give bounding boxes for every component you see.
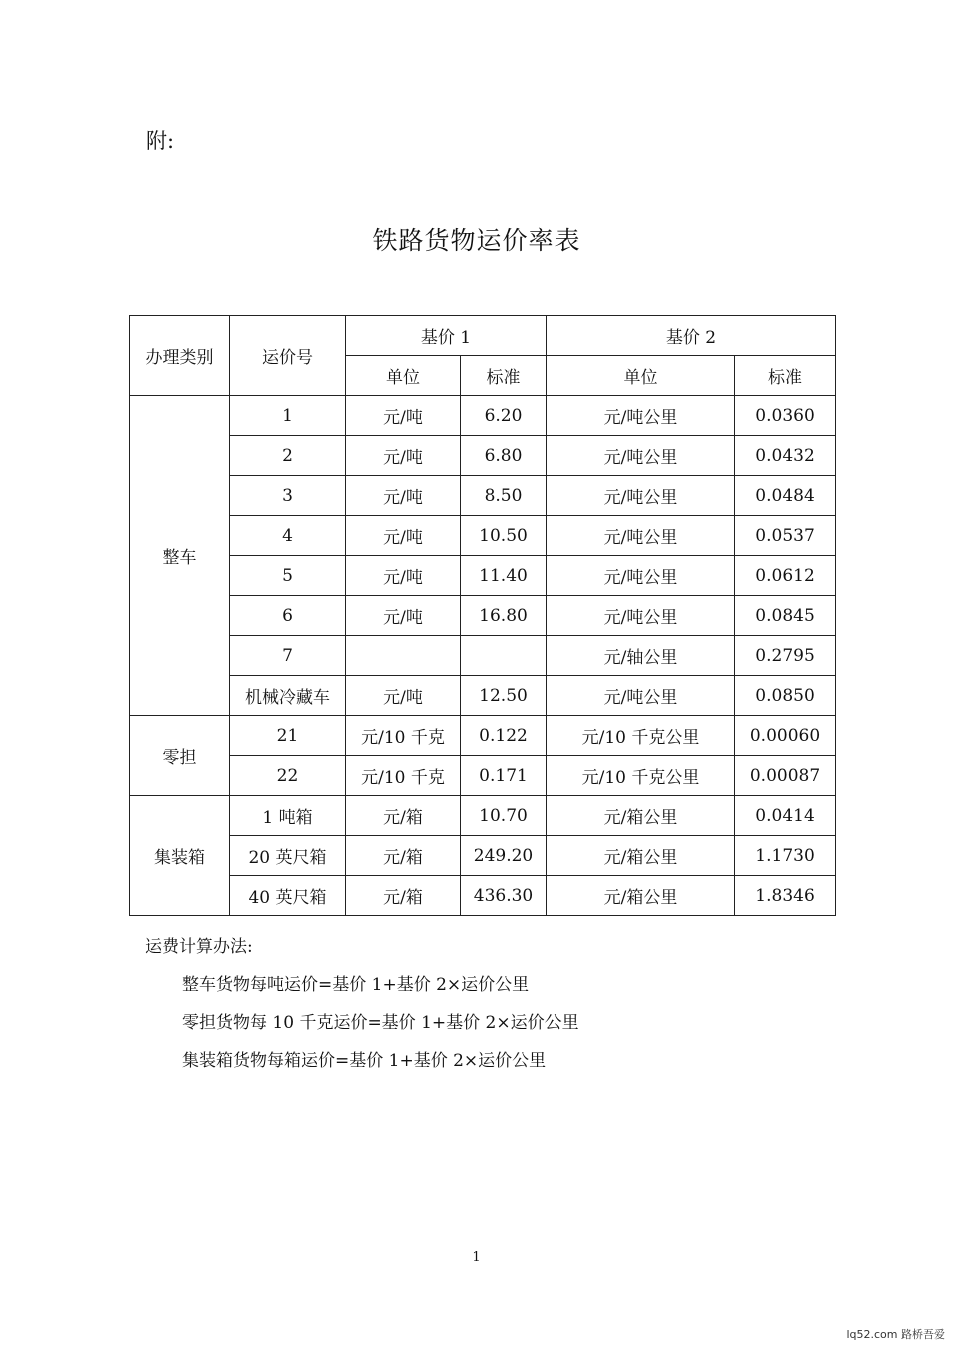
page-number: 1	[472, 1250, 481, 1265]
standard-2-cell: 0.0537	[735, 516, 836, 556]
unit-1-cell: 元/箱	[346, 796, 461, 836]
standard-1-cell: 6.20	[461, 396, 547, 436]
table-row	[130, 796, 836, 836]
table-row	[130, 396, 836, 436]
table-row	[130, 516, 836, 556]
standard-2-cell: 0.0414	[735, 796, 836, 836]
table-row	[130, 876, 836, 916]
unit-2-cell: 元/吨公里	[547, 676, 735, 716]
rate-no-cell: 机械冷藏车	[230, 676, 346, 716]
header-standard-2: 标准	[735, 356, 836, 396]
unit-1-cell: 元/吨	[346, 476, 461, 516]
standard-1-cell: 0.171	[461, 756, 547, 796]
standard-2-cell: 0.0612	[735, 556, 836, 596]
notes-heading: 运费计算办法:	[145, 937, 253, 957]
standard-2-cell: 0.0850	[735, 676, 836, 716]
table-row	[130, 556, 836, 596]
unit-2-cell: 元/箱公里	[547, 796, 735, 836]
unit-2-cell: 元/吨公里	[547, 476, 735, 516]
unit-1-cell: 元/10 千克	[346, 716, 461, 756]
standard-2-cell: 0.0845	[735, 596, 836, 636]
header-unit-1: 单位	[346, 356, 461, 396]
unit-1-cell: 元/吨	[346, 676, 461, 716]
unit-2-cell: 元/轴公里	[547, 636, 735, 676]
standard-1-cell: 8.50	[461, 476, 547, 516]
standard-2-cell: 1.8346	[735, 876, 836, 916]
unit-2-cell: 元/吨公里	[547, 556, 735, 596]
table-row	[130, 596, 836, 636]
standard-1-cell: 16.80	[461, 596, 547, 636]
rate-no-cell: 3	[230, 476, 346, 516]
note-line: 整车货物每吨运价=基价 1+基价 2×运价公里	[182, 975, 530, 995]
rate-no-cell: 4	[230, 516, 346, 556]
standard-1-cell: 0.122	[461, 716, 547, 756]
unit-1-cell: 元/箱	[346, 836, 461, 876]
unit-2-cell: 元/吨公里	[547, 436, 735, 476]
unit-2-cell: 元/吨公里	[547, 596, 735, 636]
standard-1-cell: 249.20	[461, 836, 547, 876]
document-title: 铁路货物运价率表	[372, 226, 581, 255]
rate-no-cell: 1	[230, 396, 346, 436]
appendix-label: 附:	[146, 129, 175, 153]
unit-2-cell: 元/10 千克公里	[547, 716, 735, 756]
unit-1-cell: 元/10 千克	[346, 756, 461, 796]
note-line: 零担货物每 10 千克运价=基价 1+基价 2×运价公里	[182, 1013, 579, 1033]
table-row	[130, 636, 836, 676]
rate-no-cell: 5	[230, 556, 346, 596]
table-row	[130, 836, 836, 876]
note-line: 集装箱货物每箱运价=基价 1+基价 2×运价公里	[182, 1051, 547, 1071]
standard-2-cell: 0.0484	[735, 476, 836, 516]
calculation-notes	[145, 932, 579, 1084]
standard-1-cell: 6.80	[461, 436, 547, 476]
header-category: 办理类别	[130, 316, 230, 396]
unit-1-cell: 元/吨	[346, 596, 461, 636]
rate-no-cell: 7	[230, 636, 346, 676]
category-cell: 整车	[130, 396, 230, 716]
table-row	[130, 756, 836, 796]
rate-no-cell: 6	[230, 596, 346, 636]
rate-no-cell: 20 英尺箱	[230, 836, 346, 876]
unit-1-cell: 元/吨	[346, 556, 461, 596]
standard-2-cell: 0.0360	[735, 396, 836, 436]
standard-1-cell: 436.30	[461, 876, 547, 916]
rate-no-cell: 2	[230, 436, 346, 476]
rate-no-cell: 40 英尺箱	[230, 876, 346, 916]
unit-2-cell: 元/吨公里	[547, 396, 735, 436]
unit-1-cell	[346, 636, 461, 676]
standard-2-cell: 0.0432	[735, 436, 836, 476]
unit-1-cell: 元/吨	[346, 516, 461, 556]
rate-no-cell: 22	[230, 756, 346, 796]
header-base-price-2: 基价 2	[547, 316, 836, 356]
unit-2-cell: 元/箱公里	[547, 836, 735, 876]
header-base-price-1: 基价 1	[346, 316, 547, 356]
standard-2-cell: 0.00060	[735, 716, 836, 756]
unit-1-cell: 元/吨	[346, 396, 461, 436]
standard-2-cell: 1.1730	[735, 836, 836, 876]
header-standard-1: 标准	[461, 356, 547, 396]
freight-rate-table	[129, 315, 836, 916]
standard-1-cell: 12.50	[461, 676, 547, 716]
header-row-1	[130, 316, 836, 356]
unit-2-cell: 元/吨公里	[547, 516, 735, 556]
unit-1-cell: 元/箱	[346, 876, 461, 916]
table-row	[130, 476, 836, 516]
rate-table-body	[130, 396, 836, 916]
rate-no-cell: 1 吨箱	[230, 796, 346, 836]
unit-2-cell: 元/10 千克公里	[547, 756, 735, 796]
table-row	[130, 436, 836, 476]
table-row	[130, 716, 836, 756]
category-cell: 集装箱	[130, 796, 230, 916]
unit-1-cell: 元/吨	[346, 436, 461, 476]
site-watermark: lq52.com 路桥吾爱	[846, 1328, 945, 1341]
standard-1-cell: 11.40	[461, 556, 547, 596]
table-row	[130, 676, 836, 716]
standard-2-cell: 0.2795	[735, 636, 836, 676]
standard-1-cell: 10.50	[461, 516, 547, 556]
header-unit-2: 单位	[547, 356, 735, 396]
standard-1-cell	[461, 636, 547, 676]
standard-1-cell: 10.70	[461, 796, 547, 836]
category-cell: 零担	[130, 716, 230, 796]
header-rate-no: 运价号	[230, 316, 346, 396]
unit-2-cell: 元/箱公里	[547, 876, 735, 916]
standard-2-cell: 0.00087	[735, 756, 836, 796]
rate-no-cell: 21	[230, 716, 346, 756]
